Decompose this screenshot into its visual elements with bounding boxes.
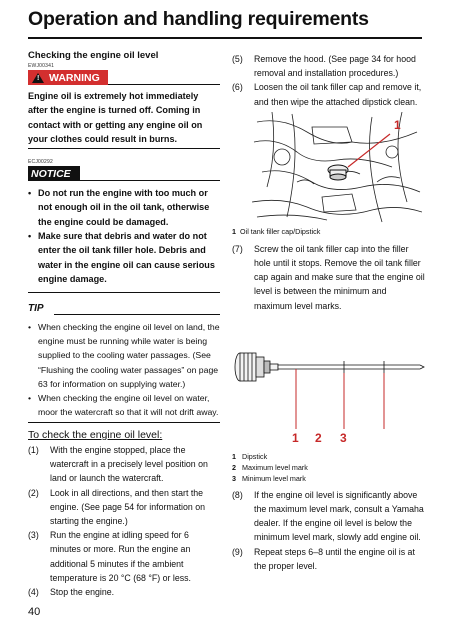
caption-number: 1	[232, 226, 236, 236]
warning-end-rule	[28, 148, 220, 149]
step-item	[232, 545, 426, 573]
notice-header	[28, 166, 220, 183]
page-number: 40	[28, 606, 41, 618]
step-text: Stop the engine.	[50, 586, 115, 597]
figure-dipstick	[232, 317, 426, 447]
tip-list	[28, 320, 220, 419]
procedure-steps-left	[28, 443, 220, 599]
caption-text: Oil tank filler cap/Dipstick	[240, 226, 321, 236]
dipstick-illustration	[232, 317, 426, 447]
step-item	[232, 488, 426, 545]
warning-code: EWJ00341	[28, 63, 55, 69]
tip-label: TIP	[28, 303, 44, 315]
procedure-heading: To check the engine oil level:	[28, 428, 163, 441]
step-item	[232, 242, 426, 313]
step-text: If the engine oil level is significantly above the maximum level mark, consult a Yamaha dealer. If the engine oil level is below the minimum level mark, slowly add engine oil.	[254, 489, 424, 543]
step-number: (5)	[232, 54, 243, 64]
caption-number: 2	[232, 462, 236, 472]
step-item	[28, 443, 220, 486]
caption-text: Dipstick	[242, 451, 268, 461]
notice-item: • Do not run the engine with too much or not enough oil in the oil tank, otherwise the engine could be damaged.	[28, 186, 220, 229]
notice-divider	[80, 180, 220, 181]
warning-header	[28, 70, 220, 87]
step-item	[232, 80, 426, 108]
tip-header	[28, 303, 220, 317]
figure1-callout: 1	[394, 117, 401, 132]
step-text: Loosen the oil tank filler cap and remove it, and then wipe the attached dipstick clean.	[254, 82, 422, 107]
step-item	[28, 585, 220, 599]
section-heading: Checking the engine oil level	[28, 50, 159, 61]
step-text: Run the engine at idling speed for 6 minutes or more. Run the engine an additional 5 minutes if the ambient temperature is 20 °C (68 °F) or less.	[50, 530, 191, 583]
warning-badge	[28, 70, 108, 85]
figure-oil-filler-cap	[252, 112, 422, 224]
step-number: (7)	[232, 243, 243, 254]
title-rule	[28, 37, 422, 39]
caption-text: Minimum level mark	[242, 473, 306, 483]
procedure-steps-right-b	[232, 242, 426, 313]
caption-item	[232, 451, 426, 462]
caption-number: 3	[232, 473, 236, 483]
step-number: (9)	[232, 546, 243, 557]
procedure-steps-right-a	[232, 52, 426, 109]
caption-text: Maximum level mark	[242, 462, 308, 472]
notice-item: • Make sure that debris and water do not enter the oil tank filler hole. Debris and water in the engine oil can cause serious engine damage.	[28, 229, 220, 286]
caption-item	[232, 473, 426, 484]
step-text: Repeat steps 6–8 until the engine oil is at the proper level.	[254, 546, 415, 571]
step-number: (6)	[232, 82, 243, 93]
warning-triangle-icon: !	[32, 73, 44, 83]
step-number: (1)	[28, 444, 39, 455]
step-number: (2)	[28, 487, 39, 498]
step-item	[232, 52, 426, 80]
figure2-callout-2: 2	[315, 430, 322, 445]
warning-divider	[108, 84, 220, 85]
figure2-callout-1: 1	[292, 430, 299, 445]
step-number: (3)	[28, 530, 39, 541]
step-item	[28, 528, 220, 585]
caption-number: 1	[232, 451, 236, 461]
figure2-callout-3: 3	[340, 430, 347, 445]
callout-leader-line	[348, 134, 390, 167]
caption-item	[232, 462, 426, 473]
figure2-caption-list	[232, 451, 426, 484]
tip-item: • When checking the engine oil level on land, the engine must be running while water is being supplied to the cooling water passages. (See “Flushing the cooling water passages” on page 63 for information on supplying water.)	[28, 320, 220, 390]
procedure-steps-right-c	[232, 488, 426, 573]
callout-leader-lines	[296, 369, 384, 429]
step-text: Look in all directions, and then start the engine. (See page 54 for information on starting the engine.)	[50, 487, 206, 526]
tip-divider	[54, 314, 220, 315]
warning-label: WARNING	[49, 71, 100, 84]
figure1-caption	[232, 227, 426, 236]
step-number: (8)	[232, 489, 243, 500]
step-text: Remove the hood. (See page 34 for hood removal and installation procedures.)	[254, 54, 416, 79]
tip-end-rule	[28, 422, 220, 423]
notice-list	[28, 186, 220, 286]
step-text: With the engine stopped, place the watercraft in a precisely level position on land or launch the watercraft.	[50, 444, 208, 484]
notice-code: ECJ00292	[28, 159, 53, 166]
notice-end-rule	[28, 292, 220, 293]
tip-item: • When checking the engine oil level on water, moor the watercraft so that it will not drift away.	[28, 391, 220, 419]
step-number: (4)	[28, 586, 39, 597]
step-item	[28, 486, 220, 529]
left-column	[28, 50, 220, 599]
step-text: Screw the oil tank filler cap into the filler hole until it stops. Remove the oil tank filler cap again and make sure that the engine oil level is between the minimum and maximum level marks.	[254, 243, 425, 311]
warning-text: Engine oil is extremely hot immediately after the engine is turned off. Coming in contact with or getting any engine oil on your clothes could result in burns.	[28, 91, 203, 144]
page-title: Operation and handling requirements	[28, 8, 369, 30]
notice-badge: NOTICE	[28, 166, 80, 181]
right-column	[232, 50, 426, 573]
